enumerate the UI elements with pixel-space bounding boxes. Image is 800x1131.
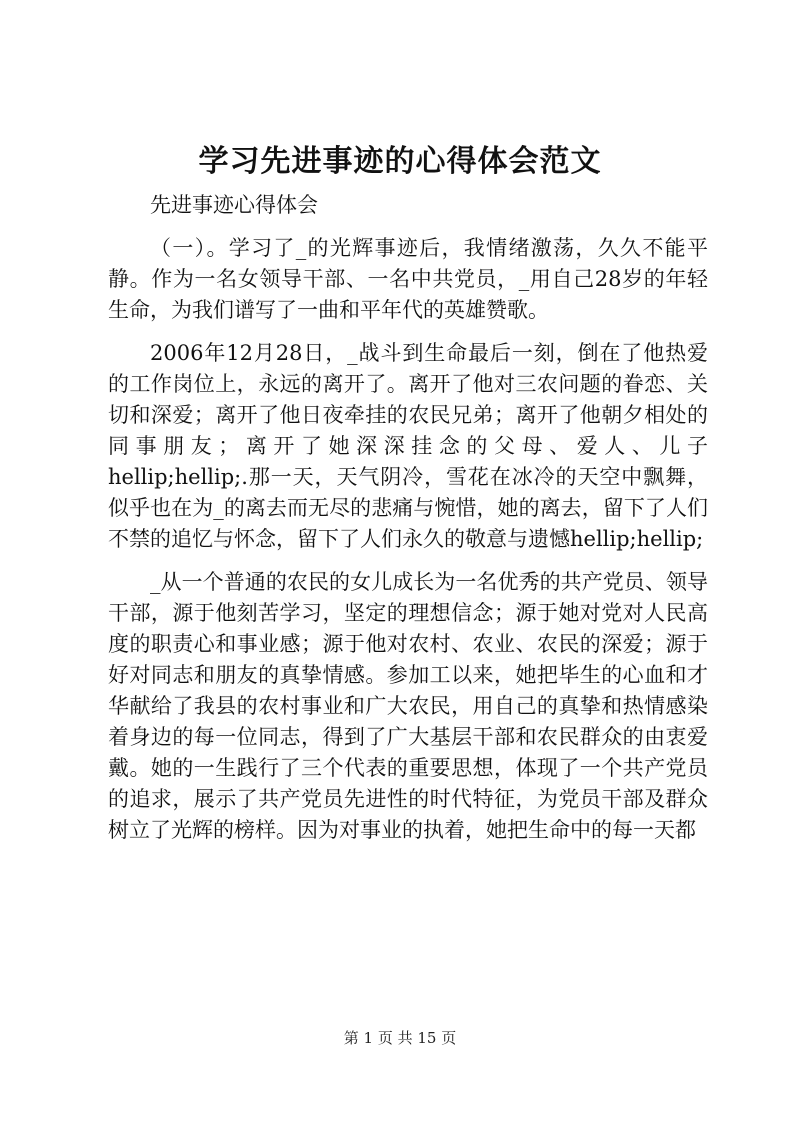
document-body	[108, 190, 708, 858]
paragraph-3: _从一个普通的农民的女儿成长为一名优秀的共产党员、领导干部，源于他刻苦学习，坚定的理想信念；源于她对党对人民高度的职责心和事业感；源于他对农村、农业、农民的深爱；源于好对同志和朋友的真挚情感。参加工以来，她把毕生的心血和才华献给了我县的农村事业和广大农民，用自己的真挚和热情感染着身边的每一位同志，得到了广大基层干部和农民群众的由衷爱戴。她的一生践行了三个代表的重要思想，体现了一个共产党员的追求，展示了共产党员先进性的时代特征，为党员干部及群众树立了光辉的榜样。因为对事业的执着，她把生命中的每一天都	[108, 570, 708, 842]
page-footer	[0, 1028, 800, 1048]
paragraph-1: （一）。学习了_的光辉事迹后，我情绪激荡，久久不能平静。作为一名女领导干部、一名中共党员，_用自己28岁的年轻生命，为我们谱写了一曲和平年代的英雄赞歌。	[108, 236, 708, 322]
document-title: 学习先进事迹的心得体会范文	[198, 144, 602, 179]
document-subtitle: 先进事迹心得体会	[150, 193, 318, 217]
page-number-text: 第 1 页 共 15 页	[343, 1029, 457, 1047]
paragraph-2: 2006年12月28日，_战斗到生命最后一刻，倒在了他热爱的工作岗位上，永远的离开了。离开了他对三农问题的眷恋、关切和深爱；离开了他日夜牵挂的农民兄弟；离开了他朝夕相处的同事朋友；离开了她深深挂念的父母、爱人、儿子hellip;hellip;.那一天，天气阴冷，雪花在冰冷的天空中飘舞，似乎也在为_的离去而无尽的悲痛与惋惜，她的离去，留下了人们不禁的追忆与怀念，留下了人们永久的敬意与遗憾hellip;hellip;	[108, 341, 708, 551]
